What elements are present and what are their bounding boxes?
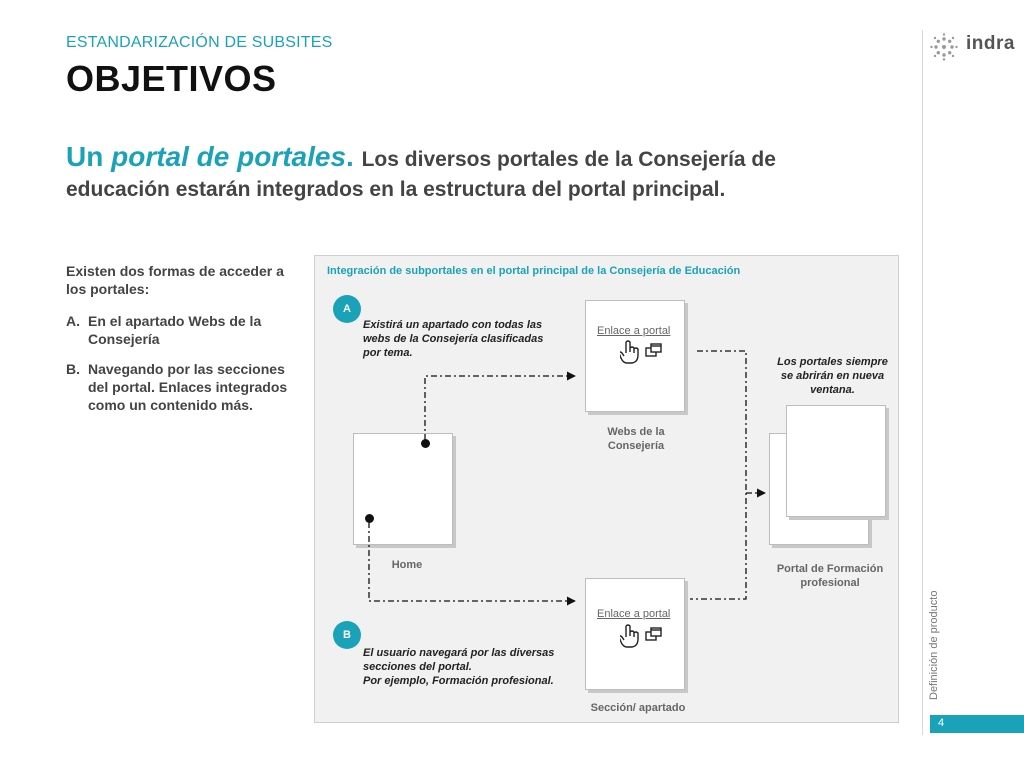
home-connector-dot-b [365, 514, 374, 523]
option-a-key: A. [66, 313, 80, 329]
caption-seccion: Sección/ apartado [590, 702, 686, 714]
subtitle-body: Los diversos portales de la Consejería de educación estarán integrados en la estructura del portal principal. [66, 148, 776, 201]
section-label: ESTANDARIZACIÓN DE SUBSITES [66, 34, 333, 51]
enlace-portal-link-top[interactable]: Enlace a portal [597, 325, 671, 337]
note-a: Existirá un apartado con todas las webs de la Consejería clasificadas por tema. [363, 319, 544, 359]
page-title: OBJETIVOS [66, 58, 277, 99]
page-number: 4 [938, 717, 945, 729]
caption-webs: Webs de la Consejería [607, 426, 665, 452]
caption-home: Home [391, 559, 423, 571]
note-b [363, 646, 578, 688]
note-new-window: Los portales siempre se abrirán en nueva ventana. [777, 356, 888, 396]
option-a-text: En el apartado Webs de la Consejería [88, 313, 262, 347]
subtitle-lead: Un portal de portales. [66, 141, 362, 172]
note-b-line-1: El usuario navegará por las diversas secciones del portal. [363, 647, 555, 673]
indra-logo-text: indra [966, 33, 1015, 54]
diagram-title: Integración de subportales en el portal principal de la Consejería de Educación [327, 265, 741, 277]
marker-b: B [333, 621, 361, 649]
marker-a: A [333, 295, 361, 323]
option-b-key: B. [66, 361, 80, 377]
enlace-portal-link-bottom[interactable]: Enlace a portal [597, 608, 671, 620]
note-b-line-2: Por ejemplo, Formación profesional. [363, 675, 554, 687]
option-b-text: Navegando por las secciones del portal. Enlaces integrados como un contenido más. [88, 361, 288, 413]
caption-portal: Portal de Formación profesional [776, 563, 884, 589]
home-connector-dot-a [421, 439, 430, 448]
intro-text: Existen dos formas de acceder a los portales: [66, 263, 284, 297]
side-label: Definición de producto [928, 590, 940, 700]
